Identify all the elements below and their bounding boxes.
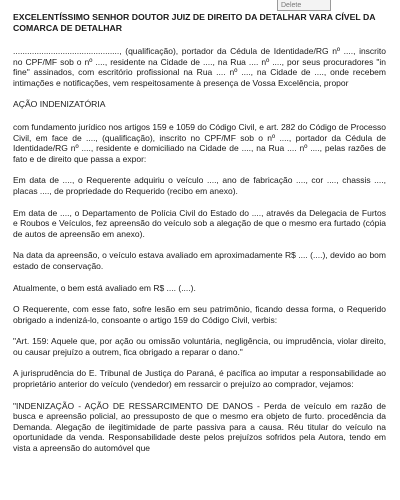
facts-paragraph-2: Em data de ...., o Departamento de Polícia Civil do Estado do ...., através da Delegacia de Furtos e Roubos e Veículos, fez apreensão do veículo sob a alegação de que o mesmo era furtado (cópia de autos de apreensão em anexo). <box>13 207 386 239</box>
facts-paragraph-3: Na data da apreensão, o veículo estava avaliado em aproximadamente R$ .... (....), devido ao bom estado de conservação. <box>13 250 386 271</box>
ruling-quote: "INDENIZAÇÃO - AÇÃO DE RESSARCIMENTO DE DANOS - Perda de veículo em razão de busca e apreensão policial, ao pressuposto de que o mesmo era objeto de furto. procedência da Demanda. Alegação de ilegitimidade de parte passiva para a causa. Réu titular do veículo na oportunidade da venda. Responsabilidade deste pelos prejuízos sofridos pela Autora, tendo em vista a apreensão do automóvel que <box>13 400 386 454</box>
facts-paragraph-5: O Requerente, com esse fato, sofre lesão em seu patrimônio, ficando dessa forma, o Requerido obrigado a indenizá-lo, consoante o artigo 159 do Código Civil, verbis: <box>13 304 386 325</box>
document-body <box>13 12 386 465</box>
grounds-paragraph: com fundamento jurídico nos artigos 159 e 1059 do Código Civil, e art. 282 do Código de Processo Civil, em face de ...., (qualificação), inscrito no CPF/MF sob o nº ...., portador da Cédula de Identidade/RG nº ...., residente e domiciliado na Cidade de ...., na Rua .... nº ...., pelas razões de fato e de direito que passa a expor: <box>13 121 386 164</box>
intro-paragraph: ............................................., (qualificação), portador da Cédula de Identidade/RG nº ...., inscrito no CPF/MF sob o nº ...., residente na Cidade de ...., na Rua .... nº ...., por seus procuradores "in fine" assinados, com escritório profissional na Rua .... nº ...., na Cidade de ...., onde recebem intimações e notificações, vem respeitosamente à presença de Vossa Excelência, propor <box>13 46 386 88</box>
facts-paragraph-1: Em data de ...., o Requerente adquiriu o veículo ...., ano de fabricação ...., cor ...., chassis ...., placas ...., de propriedade do Requerido (recibo em anexo). <box>13 175 386 196</box>
jurisprudence-paragraph: A jurisprudência do E. Tribunal de Justiça do Paraná, é pacífica ao imputar a responsabilidade ao proprietário anterior do veículo (vendedor) em ressarcir o prejuízo ao comprador, vejamos: <box>13 368 386 390</box>
action-title: AÇÃO INDENIZATÓRIA <box>13 99 106 110</box>
facts-paragraph-4: Atualmente, o bem está avaliado em R$ .... (....). <box>13 282 196 293</box>
document-heading: EXCELENTÍSSIMO SENHOR DOUTOR JUIZ DE DIREITO DA DETALHAR VARA CÍVEL DA COMARCA DE DETALHAR <box>13 12 376 33</box>
article-159-quote: "Art. 159: Aquele que, por ação ou omissão voluntária, negligência, ou imprudência, violar direito, ou causar prejuízo a outrem, fica obrigado a reparar o dano." <box>13 336 386 357</box>
delete-button[interactable]: Delete <box>277 0 331 11</box>
